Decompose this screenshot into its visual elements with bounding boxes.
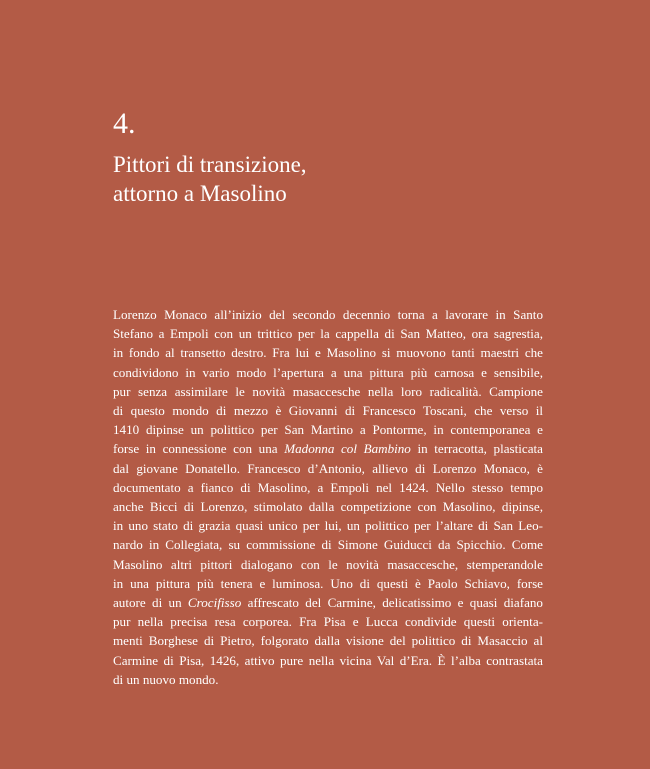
body-line: pur senza assimilare le novità masaccesche nella loro radicalità. Campione [113,383,543,399]
body-line: pur nella precisa resa corporea. Fra Pisa e Lucca condivide questi orienta- [113,614,543,630]
body-line: condividono in vario modo l’apertura a una pittura più carnosa e sensibile, [113,364,543,380]
chapter-title-line: Pittori di transizione, [113,152,307,177]
body-line: documentato a fianco di Masolino, a Empoli nel 1424. Nello stesso tempo [113,479,543,495]
body-line: in una pittura più tenera e luminosa. Uno di questi è Paolo Schiavo, forse [113,575,543,591]
body-line: menti Borghese di Pietro, folgorato dalla visione del polittico di Masaccio al [113,633,543,649]
chapter-number: 4. [113,107,136,140]
artwork-title: Crocifisso [187,595,242,611]
body-paragraph [113,305,543,689]
body-line: anche Bicci di Lorenzo, stimolato dalla competizione con Masolino, dipinse, [113,499,543,515]
body-line: nardo in Collegiata, su commissione di Simone Guiducci da Spicchio. Come [113,537,543,553]
body-line: forse in connessione con una Madonna col Bambino in terracotta, plasticata [113,441,543,457]
body-line: di un nuovo mondo. [113,671,219,687]
body-line: di questo mondo di mezzo è Giovanni di Francesco Toscani, che verso il [113,403,543,419]
body-line: Lorenzo Monaco all’inizio del secondo decennio torna a lavorare in Santo [113,307,543,322]
body-line: 1410 dipinse un polittico per San Martino a Pontorme, in contemporanea e [113,422,543,438]
chapter-title [113,150,513,208]
body-line: in uno stato di grazia quasi unico per lui, un polittico per l’altare di San Leo- [113,518,543,534]
body-line: Stefano a Empoli con un trittico per la cappella di San Matteo, ora sagrestia, [113,326,543,342]
body-line: dal giovane Donatello. Francesco d’Antonio, allievo di Lorenzo Monaco, è [113,460,543,476]
chapter-title-line: attorno a Masolino [113,181,287,206]
artwork-title: Madonna col Bambino [284,441,411,457]
body-line: in fondo al transetto destro. Fra lui e Masolino si muovono tanti maestri che [113,345,543,361]
body-line: Carmine di Pisa, 1426, attivo pure nella vicina Val d’Era. È l’alba contrastata [113,652,543,668]
body-line: Masolino altri pittori dialogano con le novità masaccesche, stemperandole [113,556,543,572]
body-line: autore di un Crocifisso affrescato del Carmine, delicatissimo e quasi diafano [113,595,543,611]
